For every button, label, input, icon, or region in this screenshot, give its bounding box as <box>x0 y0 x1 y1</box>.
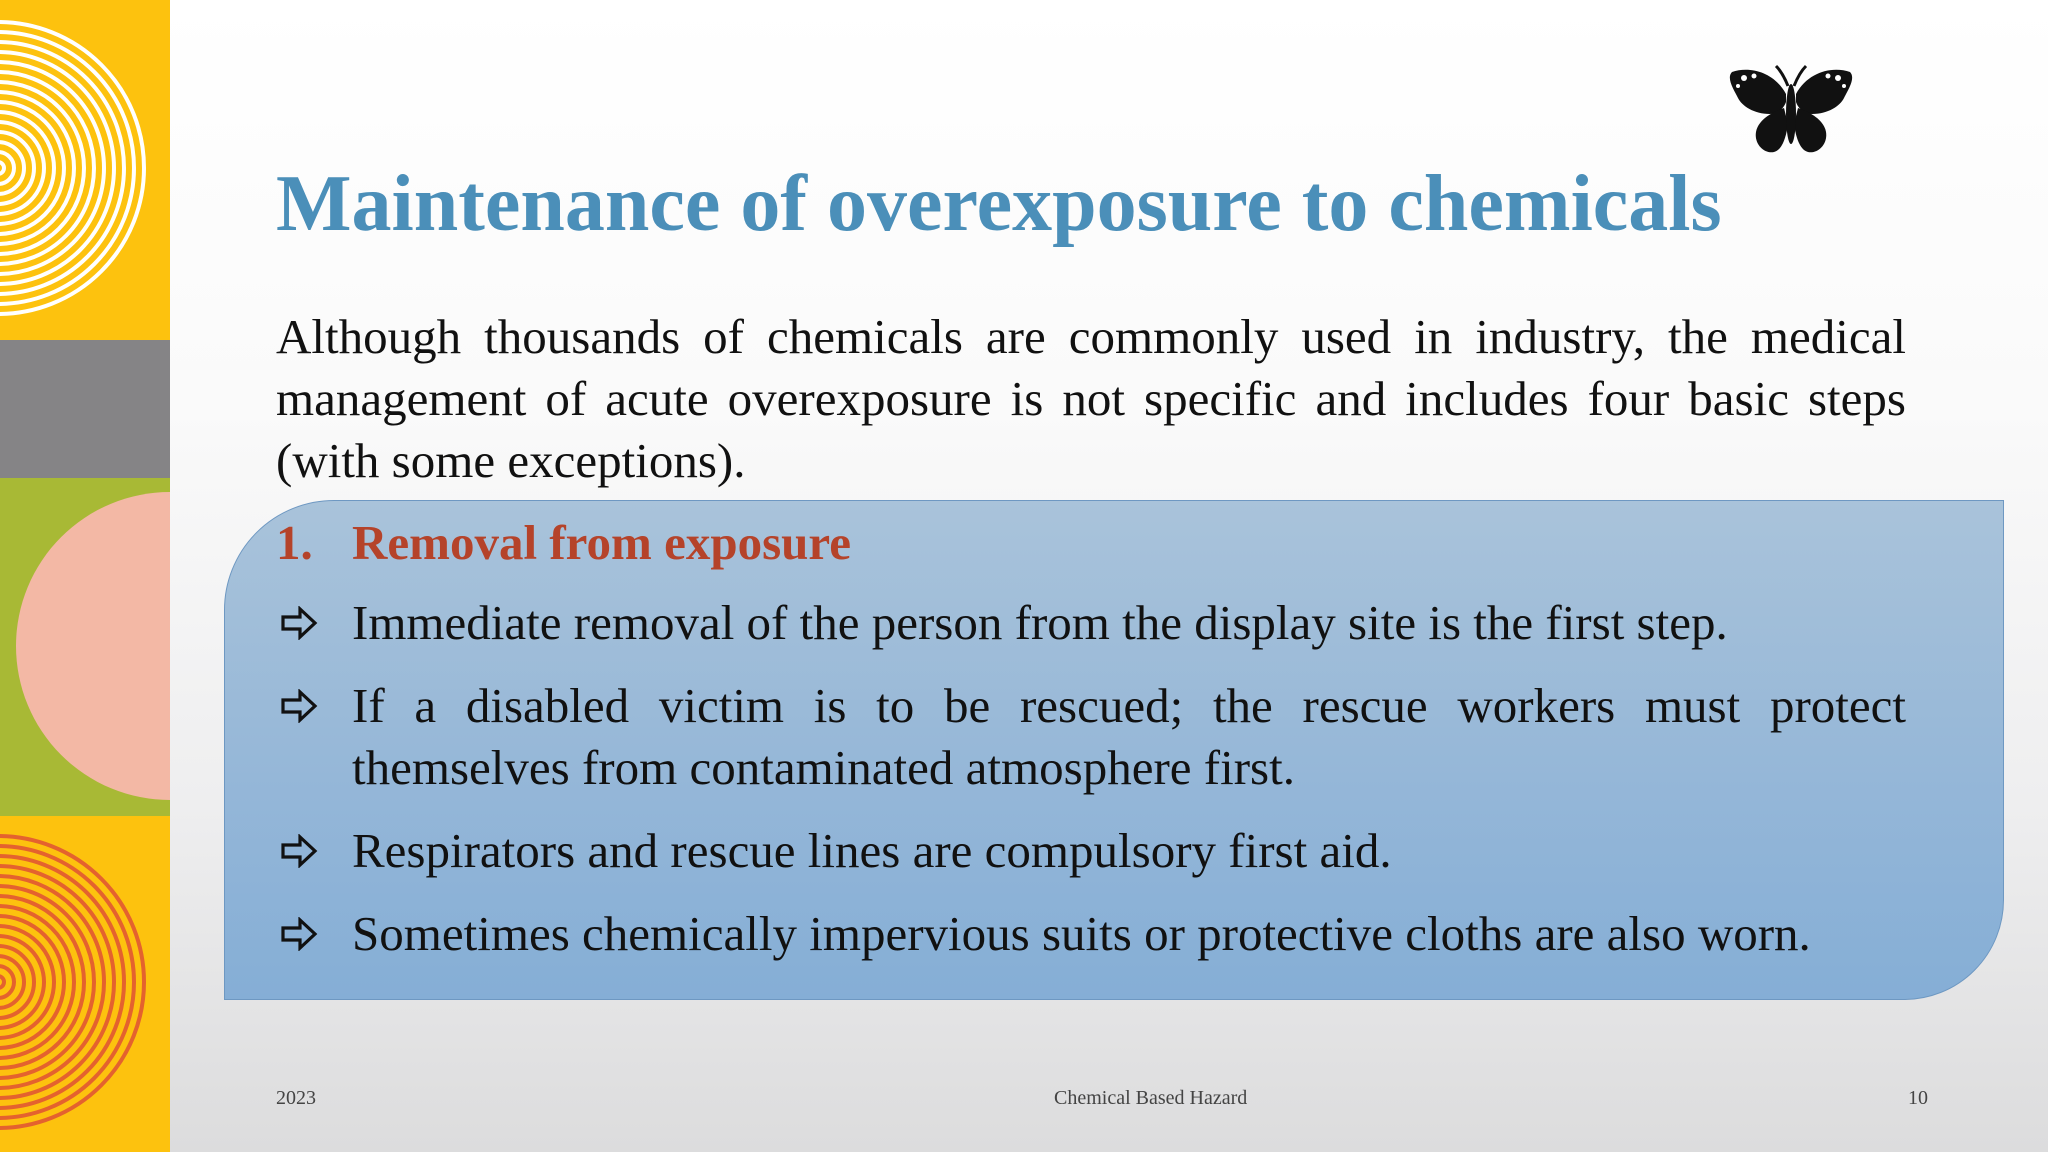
footer-year: 2023 <box>276 1087 316 1109</box>
slide-title: Maintenance of overexposure to chemicals <box>276 160 1722 248</box>
footer-topic: Chemical Based Hazard <box>1054 1087 1248 1109</box>
decorative-sidebar <box>0 0 170 1152</box>
bullet-text: Sometimes chemically impervious suits or protective cloths are also worn. <box>352 906 1811 961</box>
bullet-item <box>276 820 1906 882</box>
bullet-item <box>276 592 1906 654</box>
intro-paragraph: Although thousands of chemicals are commonly used in industry, the medical management of acute overexposure is not specific and includes four basic steps (with some exceptions). <box>276 309 1906 488</box>
arrow-right-outline-icon <box>280 917 318 951</box>
bullet-item <box>276 903 1906 965</box>
page-number: 10 <box>1908 1087 1928 1109</box>
section-heading <box>276 508 851 578</box>
arrow-right-outline-icon <box>280 606 318 640</box>
bullet-text: Respirators and rescue lines are compulsory first aid. <box>352 823 1392 878</box>
butterfly-icon <box>1724 64 1858 156</box>
section-number: 1. <box>276 515 313 570</box>
bullet-text: If a disabled victim is to be rescued; the rescue workers must protect themselves from contaminated atmosphere first. <box>352 678 1906 795</box>
sidebar-pattern <box>0 0 170 1152</box>
arrow-right-outline-icon <box>280 689 318 723</box>
arrow-right-outline-icon <box>280 834 318 868</box>
bullet-item <box>276 675 1906 799</box>
bullet-list <box>276 592 1906 986</box>
section-heading-text: Removal from exposure <box>352 515 851 570</box>
sidebar-gray-band <box>0 340 170 478</box>
bullet-text: Immediate removal of the person from the display site is the first step. <box>352 595 1728 650</box>
